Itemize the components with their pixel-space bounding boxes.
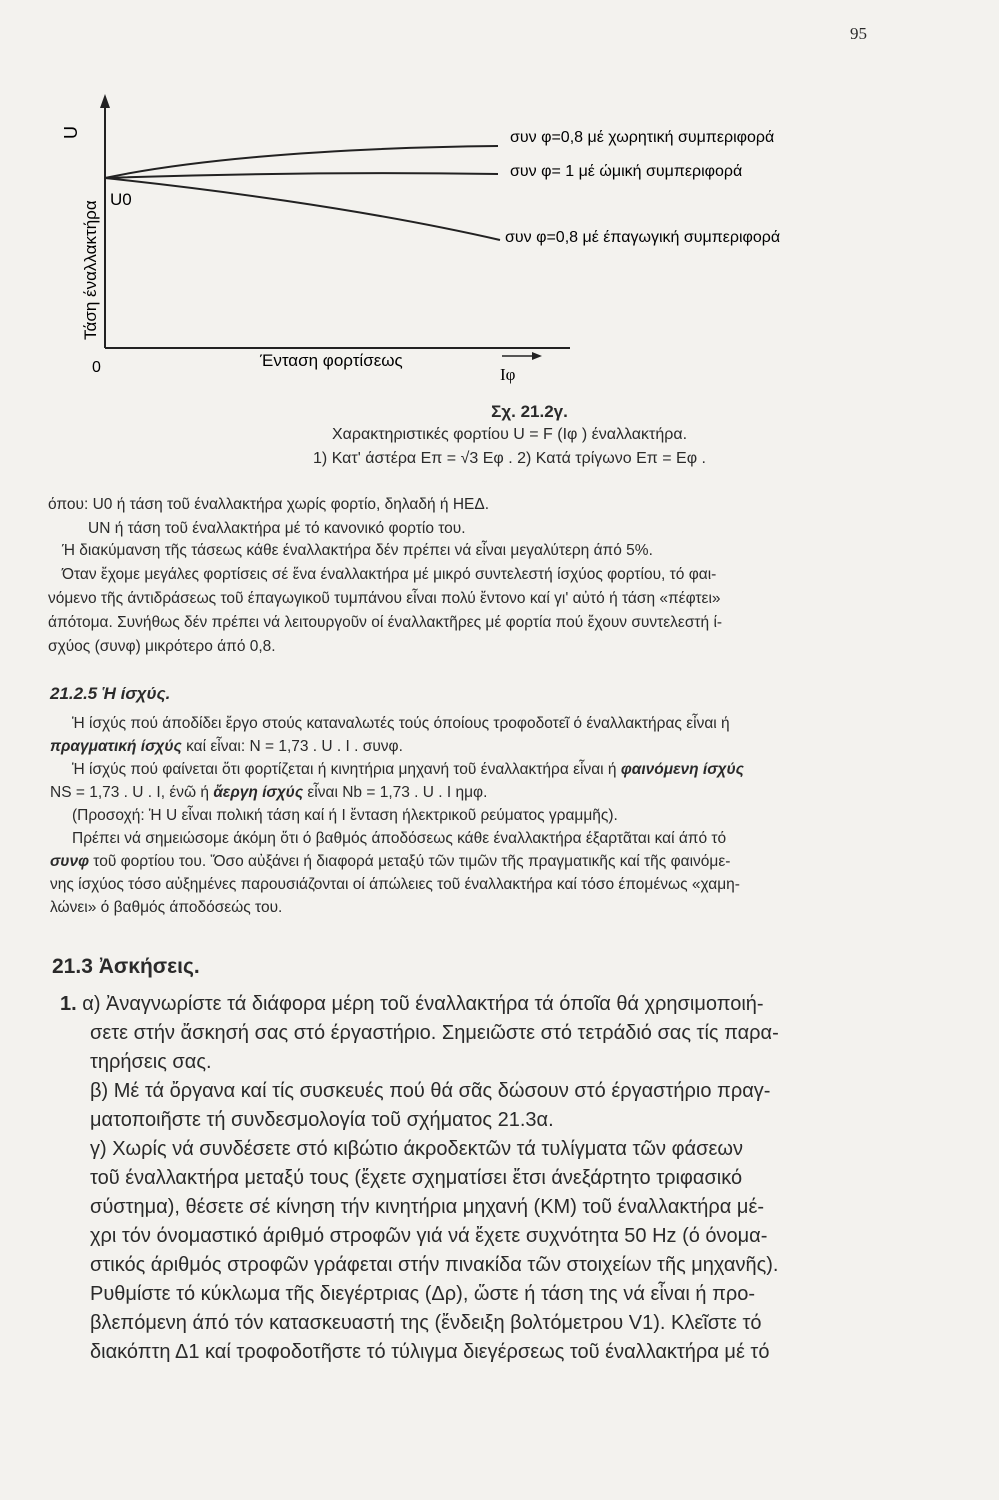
note-load-line1: Όταν ἔχομε μεγάλες φορτίσεις σέ ἕνα έναλλακτήρα μέ μικρό συντελεστή ίσχύος φορτίου, τό φαι- bbox=[62, 566, 717, 583]
exercise-c-line5: στικός άριθμός στροφῶν γράφεται στήν πινακίδα τῶν στοιχείων τῆς μηχανῆς). bbox=[90, 1254, 779, 1276]
power-p4a: Πρέπει νά σημειώσομε άκόμη ὅτι ό βαθμός άποδόσεως κάθε έναλλακτήρα έξαρτᾶται καί άπό τό bbox=[72, 830, 727, 847]
power-p1b bbox=[50, 735, 910, 758]
power-factor-term: συνφ bbox=[50, 853, 89, 870]
exercise-c-line7: βλεπόμενη άπό τόν κατασκευαστή της (ἔνδειξη βολτόμετρου V1). Κλεῖστε τό bbox=[90, 1312, 762, 1334]
curve-resistive bbox=[105, 173, 498, 178]
exercises-heading: 21.3 Ἀσκήσεις. bbox=[52, 955, 200, 978]
figure-title: Χαρακτηριστικές φορτίου U = F (Iφ ) έναλλακτήρα. bbox=[331, 426, 688, 443]
page-number: 95 bbox=[850, 24, 867, 43]
origin-label: 0 bbox=[92, 359, 101, 376]
exercise-number: 1. bbox=[60, 993, 77, 1015]
note-load-line3: άπότομα. Συνήθως δέν πρέπει νά λειτουργοῦν οί έναλλακτῆρες μέ φορτία πού ἔχουν συντελεστή ί- bbox=[48, 614, 723, 631]
x-arrow-head bbox=[532, 352, 542, 360]
curve-inductive-label: συν φ=0,8 μέ έπαγωγική συμπεριφορά bbox=[505, 229, 781, 246]
power-section-heading: 21.2.5 Ἡ ίσχύς. bbox=[50, 684, 171, 703]
curve-capacitive-label: συν φ=0,8 μέ χωρητική συμπεριφορά bbox=[510, 129, 775, 146]
exercise-1 bbox=[60, 990, 920, 1367]
exercise-c-line8: διακόπτη Δ1 καί τροφοδοτῆστε τό τύλιγμα διεγέρσεως τοῦ έναλλακτήρα μέ τό bbox=[90, 1341, 770, 1363]
exercise-b-line1: β) Μέ τά ὄργανα καί τίς συσκευές πού θά σᾶς δώσουν στό έργαστήριο πραγ- bbox=[90, 1080, 771, 1102]
apparent-power-intro: Ἡ ίσχύς πού φαίνεται ὅτι φορτίζεται ή κινητήρια μηχανή τοῦ έναλλακτήρα εἶναι ή bbox=[72, 761, 621, 778]
real-power-term: πραγματική ίσχύς bbox=[50, 738, 182, 755]
x-axis-label: Ένταση φορτίσεως bbox=[260, 351, 403, 370]
figure-number: Σχ. 21.2γ. bbox=[491, 402, 568, 421]
power-p2a bbox=[50, 758, 910, 781]
apparent-power-term: φαινόμενη ίσχύς bbox=[620, 761, 744, 778]
y-axis-label: Τάση έναλλακτήρα bbox=[81, 200, 100, 340]
exercise-c-line1: γ) Χωρίς νά συνδέσετε στό κιβώτιο άκροδεκτῶν τά τυλίγματα τῶν φάσεων bbox=[90, 1138, 743, 1160]
exercise-a-line3: τηρήσεις σας. bbox=[90, 1051, 212, 1073]
exercise-a-text1: α) Ἀναγνωρίστε τά διάφορα μέρη τοῦ έναλλακτήρα τά όποῖα θά χρησιμοποιή- bbox=[82, 993, 764, 1015]
curve-inductive bbox=[105, 178, 500, 240]
real-power-formula: καί εἶναι: N = 1,73 . U . I . συνφ. bbox=[181, 738, 403, 755]
power-p1a: Ἡ ίσχύς πού άποδίδει ἔργο στούς καταναλωτές τούς όποίους τροφοδοτεῖ ό έναλλακτήρας εἶναι ή bbox=[72, 715, 730, 732]
power-section-body bbox=[50, 712, 910, 919]
power-p2b bbox=[50, 781, 910, 804]
note-variation: Ή διακύμανση τῆς τάσεως κάθε έναλλακτήρα δέν πρέπει νά εἶναι μεγαλύτερη άπό 5%. bbox=[62, 542, 653, 559]
y-axis-symbol: U bbox=[61, 126, 81, 139]
exercise-c-line4: χρι τόν όνομαστικό άριθμό στροφῶν γιά νά ἔχετε συχνότητα 50 Hz (ό όνομα- bbox=[90, 1225, 768, 1247]
exercise-c-line6: Ρυθμίστε τό κύκλωμα τῆς διεγέρτριας (Δρ), ὥστε ή τάση της νά εἶναι ή προ- bbox=[90, 1283, 756, 1305]
exercise-c-line2: τοῦ έναλλακτήρα μεταξύ τους (ἔχετε σχηματίσει ἔτσι άνεξάρτητο τριφασικό bbox=[90, 1167, 743, 1189]
reactive-power-formula: εἶναι Nb = 1,73 . U . I ημφ. bbox=[303, 784, 488, 801]
power-note: (Προσοχή: Ἡ U εἶναι πολική τάση καί ή I ἔνταση ήλεκτρικοῦ ρεύματος γραμμῆς). bbox=[72, 807, 618, 824]
exercise-a-line1 bbox=[60, 990, 920, 1019]
power-p4b bbox=[50, 850, 910, 873]
note-load-line2: νόμενο τῆς άντιδράσεως τοῦ έπαγωγικοῦ τυμπάνου εἶναι πολύ ἔντονο καί γι' αὐτό ή τάση «πέφτει» bbox=[48, 590, 721, 607]
power-p4c: νης ίσχύος τόσο αὐξημένες παρουσιάζονται οί άπώλειες τοῦ έναλλακτήρα καί τόσο έπομένως «χαμη- bbox=[50, 876, 740, 893]
u0-label: U0 bbox=[110, 190, 132, 209]
note-un: UN ή τάση τοῦ έναλλακτήρα μέ τό κανονικό φορτίο του. bbox=[88, 520, 466, 537]
note-u0: όπου: U0 ή τάση τοῦ έναλλακτήρα χωρίς φορτίο, δηλαδή ή ΗΕΔ. bbox=[48, 496, 490, 513]
load-characteristic-figure bbox=[60, 90, 960, 410]
exercise-b-line2: ματοποιῆστε τή συνδεσμολογία τοῦ σχήματος 21.3α. bbox=[90, 1109, 554, 1131]
note-load-line4: σχύος (συνφ) μικρότερο άπό 0,8. bbox=[48, 638, 276, 655]
x-axis-symbol: Iφ bbox=[500, 365, 516, 384]
reactive-power-term: ἄεργη ίσχύς bbox=[213, 784, 304, 801]
power-p4d: λώνει» ό βαθμός άποδόσεώς του. bbox=[50, 899, 283, 916]
exercise-a-line2: σετε στήν ἄσκησή σας στό έργαστήριο. Σημειῶστε στό τετράδιό σας τίς παρα- bbox=[90, 1022, 779, 1044]
exercise-c-line3: σύστημα), θέσετε σέ κίνηση τήν κινητήρια μηχανή (ΚΜ) τοῦ έναλλακτήρα μέ- bbox=[90, 1196, 765, 1218]
y-axis-arrow bbox=[100, 94, 110, 108]
apparent-power-formula: NS = 1,73 . U . I, ένῶ ή bbox=[50, 784, 214, 801]
figure-connections: 1) Κατ' άστέρα Επ = √3 Εφ . 2) Κατά τρίγωνο Επ = Εφ . bbox=[313, 450, 706, 467]
curve-resistive-label: συν φ= 1 μέ ώμική συμπεριφορά bbox=[510, 163, 743, 180]
power-p4b-text: τοῦ φορτίου του. Ὅσο αὐξάνει ή διαφορά μεταξύ τῶν τιμῶν τῆς πραγματικῆς καί τῆς φαινόμε- bbox=[88, 853, 731, 870]
